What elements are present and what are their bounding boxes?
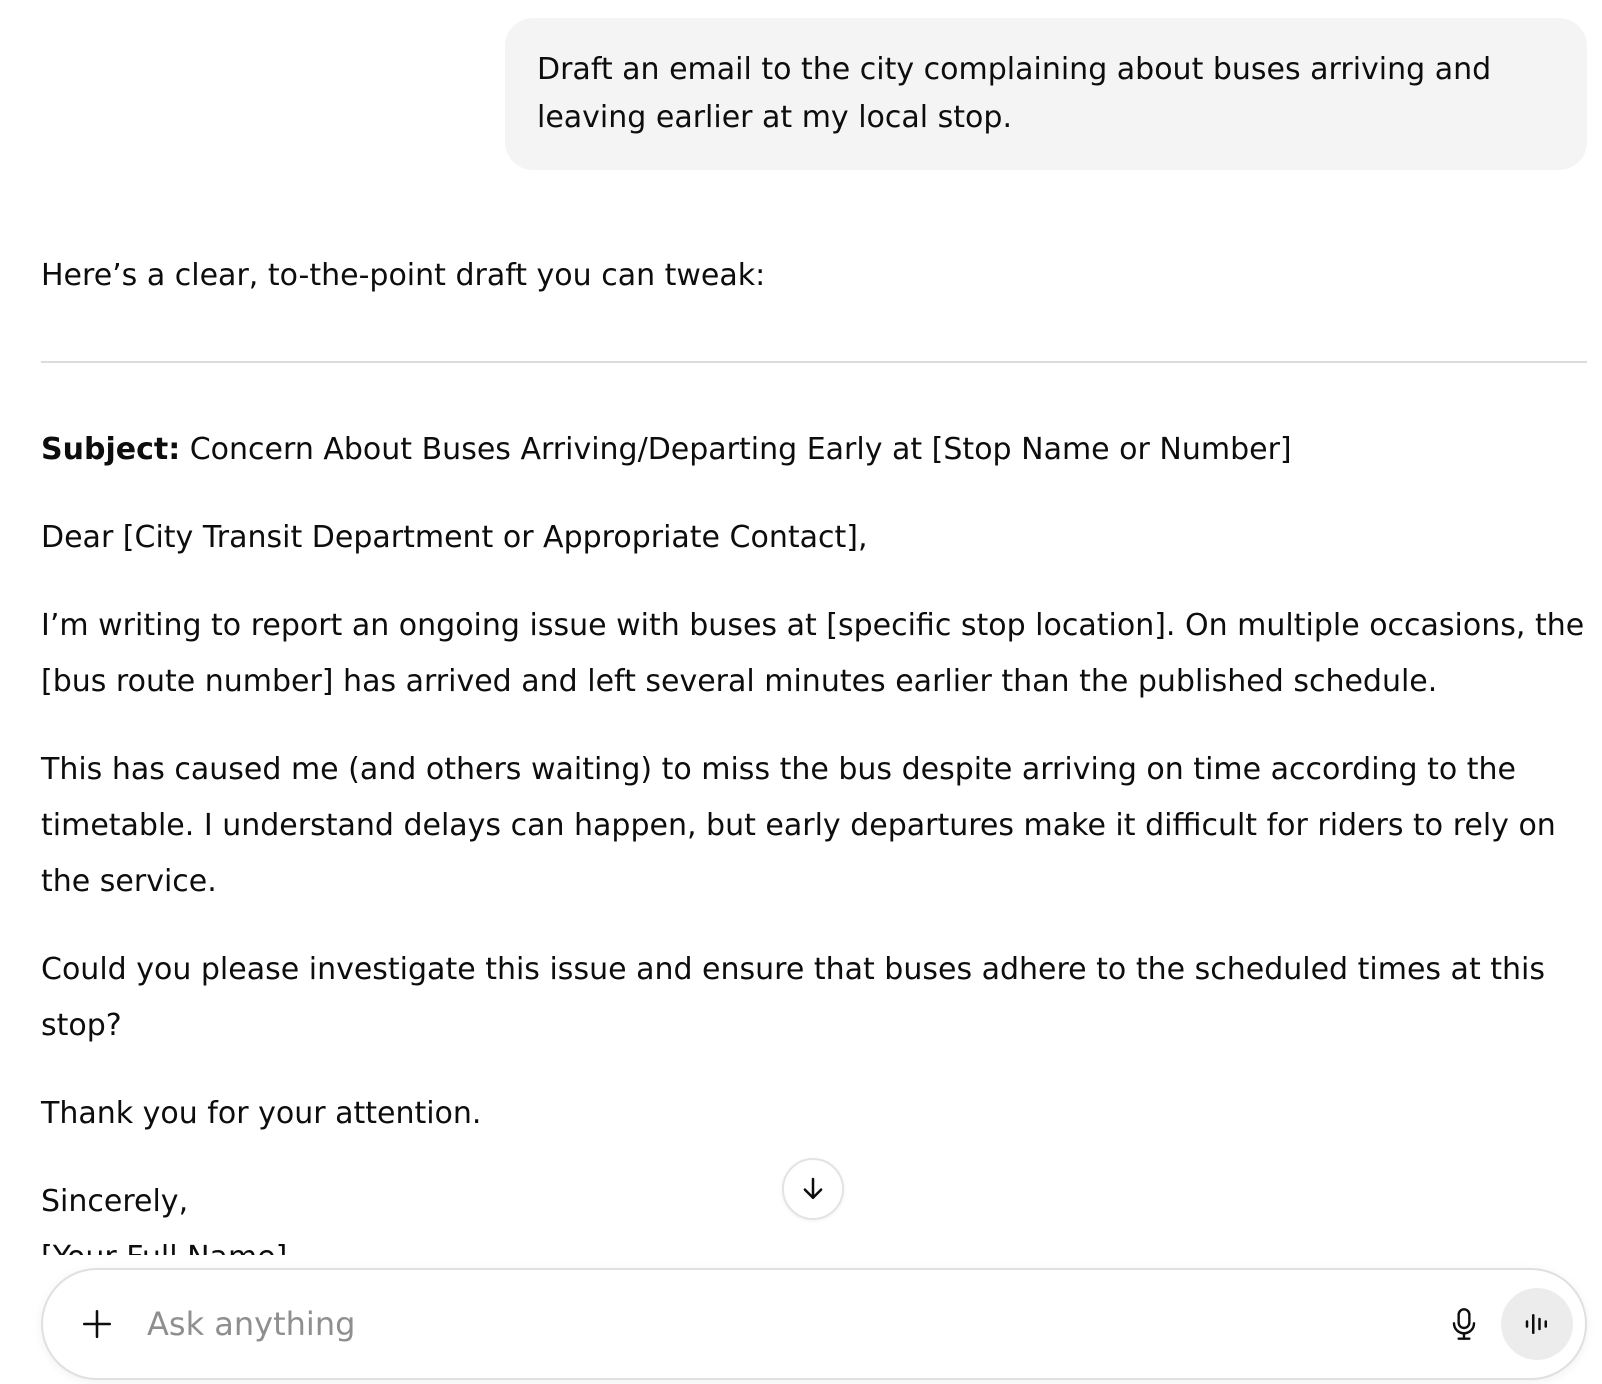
dictate-button[interactable] xyxy=(1438,1298,1490,1350)
plus-icon xyxy=(80,1307,114,1341)
email-closing: Sincerely, xyxy=(41,1184,189,1219)
section-divider xyxy=(41,361,1587,363)
email-subject-label: Subject: xyxy=(41,432,181,467)
assistant-intro-text: Here’s a clear, to-the-point draft you can tweak: xyxy=(41,258,766,293)
email-subject-line xyxy=(41,422,1587,478)
email-draft xyxy=(41,422,1587,1374)
email-paragraph-3: Could you please investigate this issue and ensure that buses adhere to the scheduled times at this stop? xyxy=(41,952,1545,1043)
email-subject-text: Concern About Buses Arriving/Departing Early at [Stop Name or Number] xyxy=(180,432,1292,467)
voice-mode-button[interactable] xyxy=(1501,1288,1573,1360)
voice-waveform-icon xyxy=(1520,1309,1554,1339)
message-composer xyxy=(41,1268,1587,1380)
user-message-bubble xyxy=(505,18,1587,170)
add-attachment-button[interactable] xyxy=(69,1296,125,1352)
prompt-input[interactable] xyxy=(147,1298,1347,1350)
scroll-to-bottom-button[interactable] xyxy=(782,1158,844,1220)
email-paragraph-2: This has caused me (and others waiting) to miss the bus despite arriving on time according to the timetable. I understand delays can happen, but early departures make it difficult for riders to rely on the service. xyxy=(41,752,1556,899)
email-paragraph-1: I’m writing to report an ongoing issue with buses at [specific stop location]. On multiple occasions, the [bus route number] has arrived and left several minutes earlier than the published schedule. xyxy=(41,608,1585,699)
arrow-down-icon xyxy=(798,1174,828,1204)
email-greeting: Dear [City Transit Department or Appropriate Contact], xyxy=(41,520,868,555)
email-thanks: Thank you for your attention. xyxy=(41,1096,482,1131)
microphone-icon xyxy=(1448,1306,1480,1342)
user-message-text: Draft an email to the city complaining about buses arriving and leaving earlier at my local stop. xyxy=(537,52,1492,135)
